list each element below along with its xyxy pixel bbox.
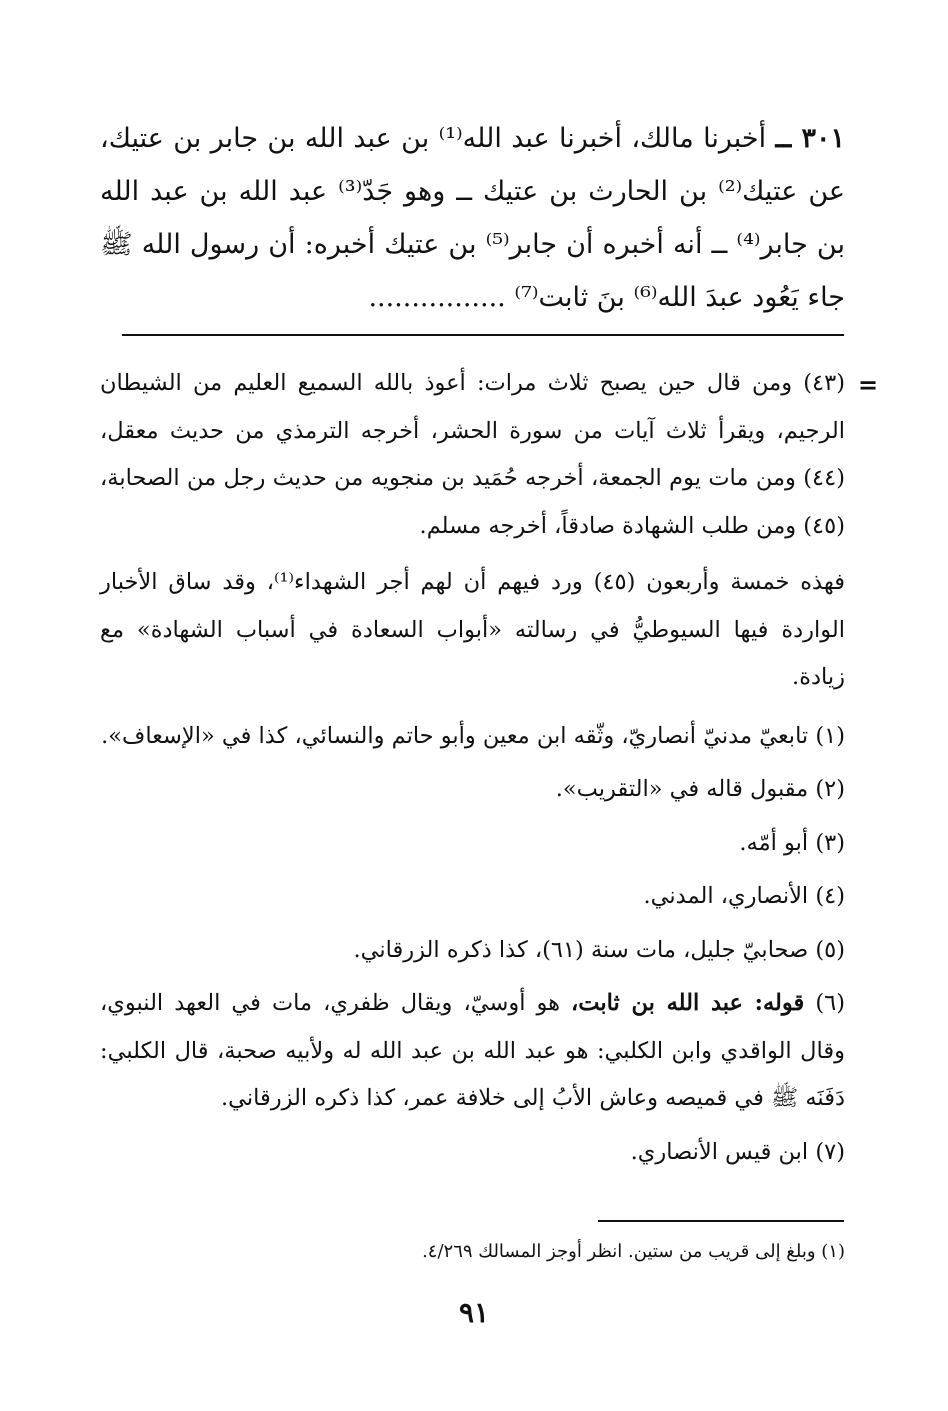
footnote-text: تابعيّ مدنيّ أنصاريّ، وثّقه ابن معين وأبو حاتم والنسائي، كذا في «الإسعاف». <box>101 722 809 749</box>
continuation-mark: = <box>858 370 879 399</box>
main-hadith-text <box>100 112 845 324</box>
footnote-7 <box>100 1129 845 1177</box>
footnote-label: (٤) <box>815 883 845 909</box>
page-number: ٩١ <box>458 1296 490 1329</box>
footnote-3 <box>100 820 845 868</box>
footnote-text: الأنصاري، المدني. <box>643 883 809 909</box>
sub-footnote <box>100 1234 845 1270</box>
hadith-body: أخبرنا مالك، أخبرنا عبد الله⁽¹⁾ بن عبد الله بن جابر بن عتيك، عن عتيك⁽²⁾ بن الحارث بن عتيك ــ وهو جَدّ⁽³⁾ عبد الله بن عبد الله بن جابر⁽⁴⁾ ــ أنه أخبره أن جابر⁽⁵⁾ بن عتيك أخبره: أن رسول الله ﷺ جاء يَعُود عبدَ الله⁽⁶⁾ بنَ ثابت⁽⁷⁾ <box>100 123 845 313</box>
footnote-label: (٧) <box>815 1138 845 1165</box>
continued-note-paragraph: (٤٣) ومن قال حين يصبح ثلاث مرات: أعوذ بالله السميع العليم من الشيطان الرجيم، ويقرأ ثلاث آيات من سورة الحشر، أخرجه الترمذي من حديث معقل، (٤٤) ومن مات يوم الجمعة، أخرجه حُمَيد بن منجويه من حديث رجل من الصحابة، (٤٥) ومن طلب الشهادة صادقاً، أخرجه مسلم. <box>100 370 845 539</box>
footnote-separator-rule <box>598 1220 844 1222</box>
footnote-text: أبو أمّه. <box>739 829 809 856</box>
footnote-label: (٦) <box>815 990 845 1016</box>
hadith-number: ٣٠١ ــ <box>775 123 845 154</box>
sub-footnote-text: وبلغ إلى قريب من ستين. انظر أوجز المسالك ٤/٢٦٩. <box>422 1241 816 1262</box>
footnote-2 <box>100 766 845 814</box>
main-separator-rule <box>122 334 844 336</box>
commentary-notes <box>100 360 845 1182</box>
footnote-text: ابن قيس الأنصاري. <box>630 1138 809 1165</box>
footnote-label: (٢) <box>815 776 845 802</box>
footnote-4 <box>100 873 845 921</box>
summary-paragraph: فهذه خمسة وأربعون (٤٥) ورد فيهم أن لهم أجر الشهداء⁽¹⁾، وقد ساق الأخبار الواردة فيها السيوطيُّ في رسالته «أبواب السعادة في أسباب الشهادة» مع زيادة. <box>100 569 845 690</box>
footnote-text: صحابيّ جليل، مات سنة (٦١)، كذا ذكره الزرقاني. <box>353 936 809 963</box>
footnote-6 <box>100 980 845 1123</box>
footnote-lead: قوله: عبد الله بن ثابت، <box>571 990 805 1016</box>
footnote-label: (٥) <box>815 936 845 963</box>
footnote-1 <box>100 713 845 761</box>
continuation-dots: ................ <box>368 282 506 313</box>
footnote-text: هو أوسيّ، ويقال ظفري، مات في العهد النبوي، وقال الواقدي وابن الكلبي: هو عبد الله بن عبد الله له ولأبيه صحبة، قال الكلبي: دَفَنَه ﷺ في قميصه وعاش الأبُ إلى خلافة عمر، كذا ذكره الزرقاني. <box>100 990 845 1111</box>
sub-footnote-label: (١) <box>821 1241 845 1262</box>
footnote-label: (١) <box>815 722 845 749</box>
footnote-text: مقبول قاله في «التقريب». <box>555 776 809 802</box>
footnote-label: (٣) <box>815 829 845 856</box>
footnote-5 <box>100 927 845 975</box>
